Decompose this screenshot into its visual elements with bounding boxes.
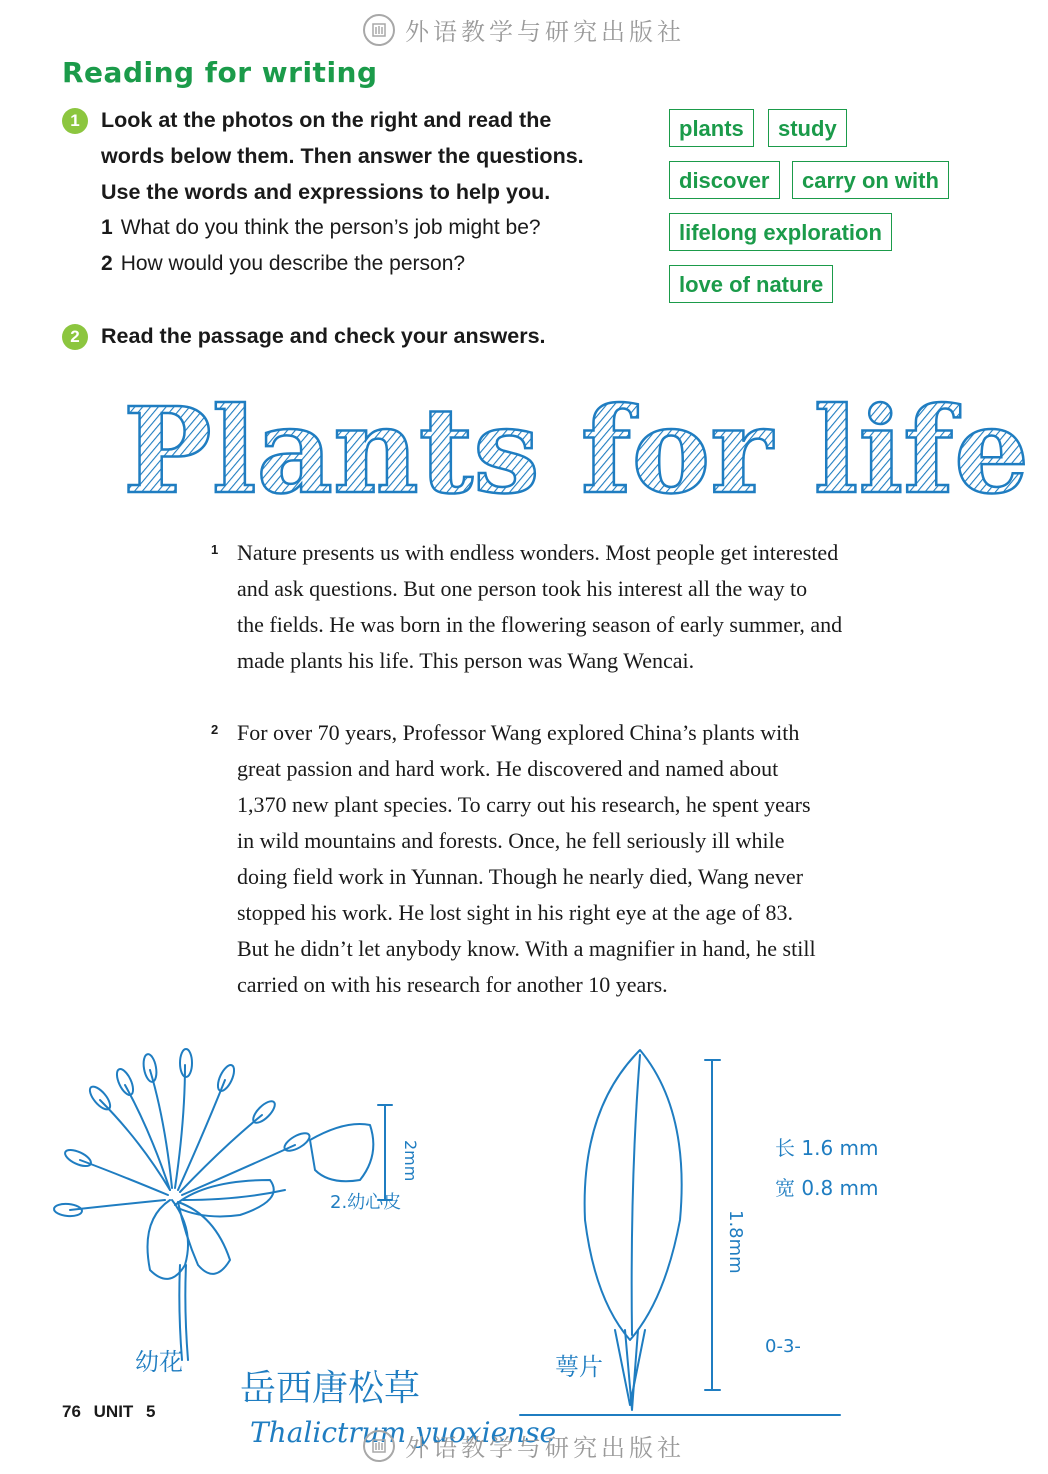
sketch-scale-large: 1.8mm (725, 1210, 746, 1274)
word-bank-item: study (768, 109, 847, 147)
paragraph-line: For over 70 years, Professor Wang explored China’s plants with (237, 720, 800, 745)
publisher-name: 外语教学与研究出版社 (405, 18, 685, 46)
task-number-1: 1 (62, 108, 88, 134)
task1-instruction-line-1: Look at the photos on the right and read the (101, 108, 552, 132)
paragraph-line: doing field work in Yunnan. Though he nearly died, Wang never (237, 864, 804, 889)
paragraph-1 (237, 535, 947, 679)
sketch-label-young-flower: 幼花 (135, 1348, 183, 1376)
task1-instruction-line-2: words below them. Then answer the questions. (101, 144, 584, 168)
question-number: 2 (101, 252, 113, 275)
unit-label: UNIT 5 (93, 1402, 156, 1421)
flower-sketch-icon (54, 1049, 313, 1360)
passage-title-text: Plants for life (122, 381, 1030, 520)
paragraph-line: 1,370 new plant species. To carry out his research, he spent years (237, 792, 811, 817)
species-latin-name: Thalictrum yuoxiense (250, 1416, 557, 1449)
publisher-watermark-top (0, 12, 1048, 47)
species-chinese-name: 岳西唐松草 (240, 1368, 421, 1409)
paragraph-line: in wild mountains and forests. Once, he fell seriously ill while (237, 828, 785, 853)
paragraph-line: great passion and hard work. He discovered and named about (237, 756, 779, 781)
question-number: 1 (101, 216, 113, 239)
word-bank-item: carry on with (792, 161, 949, 199)
paragraph-line: But he didn’t let anybody know. With a magnifier in hand, he still (237, 936, 816, 961)
paragraph-line: made plants his life. This person was Wang Wencai. (237, 648, 695, 673)
publisher-seal-icon (363, 14, 395, 46)
publisher-seal-icon (363, 1430, 395, 1462)
question-text: What do you think the person’s job might be? (120, 216, 541, 239)
paragraph-line: Nature presents us with endless wonders. Most people get interested (237, 540, 839, 565)
word-bank-item: plants (669, 109, 754, 147)
sketch-scale-small: 2mm (401, 1140, 420, 1182)
paragraph-number-1: 1 (211, 542, 219, 557)
page-footer (62, 1402, 156, 1422)
section-title: Reading for writing (62, 56, 378, 89)
sketch-length: 长 1.6 mm (775, 1136, 879, 1160)
sketch-width: 宽 0.8 mm (775, 1176, 879, 1200)
paragraph-line: stopped his work. He lost sight in his right eye at the age of 83. (237, 900, 794, 925)
paragraph-line: carried on with his research for another 10 years. (237, 972, 668, 997)
botanical-sketch (0, 1030, 1048, 1460)
publisher-name: 外语教学与研究出版社 (405, 1434, 685, 1462)
paragraph-line: and ask questions. But one person took his interest all the way to (237, 576, 808, 601)
question-1 (101, 210, 541, 246)
publisher-watermark-bottom (0, 1428, 1048, 1463)
sketch-note-carpel: 2.幼心皮 (330, 1192, 402, 1213)
word-bank-item: discover (669, 161, 780, 199)
paragraph-2 (237, 715, 947, 1003)
question-text: How would you describe the person? (120, 252, 466, 275)
sketch-note-bottom: 0-3- (765, 1336, 801, 1357)
passage-title (0, 380, 1048, 520)
paragraph-line: the fields. He was born in the flowering season of early summer, and (237, 612, 843, 637)
word-bank-item: love of nature (669, 265, 833, 303)
question-2 (101, 246, 465, 282)
task-number-2: 2 (62, 324, 88, 350)
paragraph-number-2: 2 (211, 722, 219, 737)
task2-instruction: Read the passage and check your answers. (101, 324, 546, 348)
page-number: 76 (62, 1402, 81, 1421)
word-bank-item: lifelong exploration (669, 213, 892, 251)
sketch-label-sepal: 萼片 (555, 1353, 603, 1381)
task1-instruction-line-3: Use the words and expressions to help you. (101, 180, 551, 204)
